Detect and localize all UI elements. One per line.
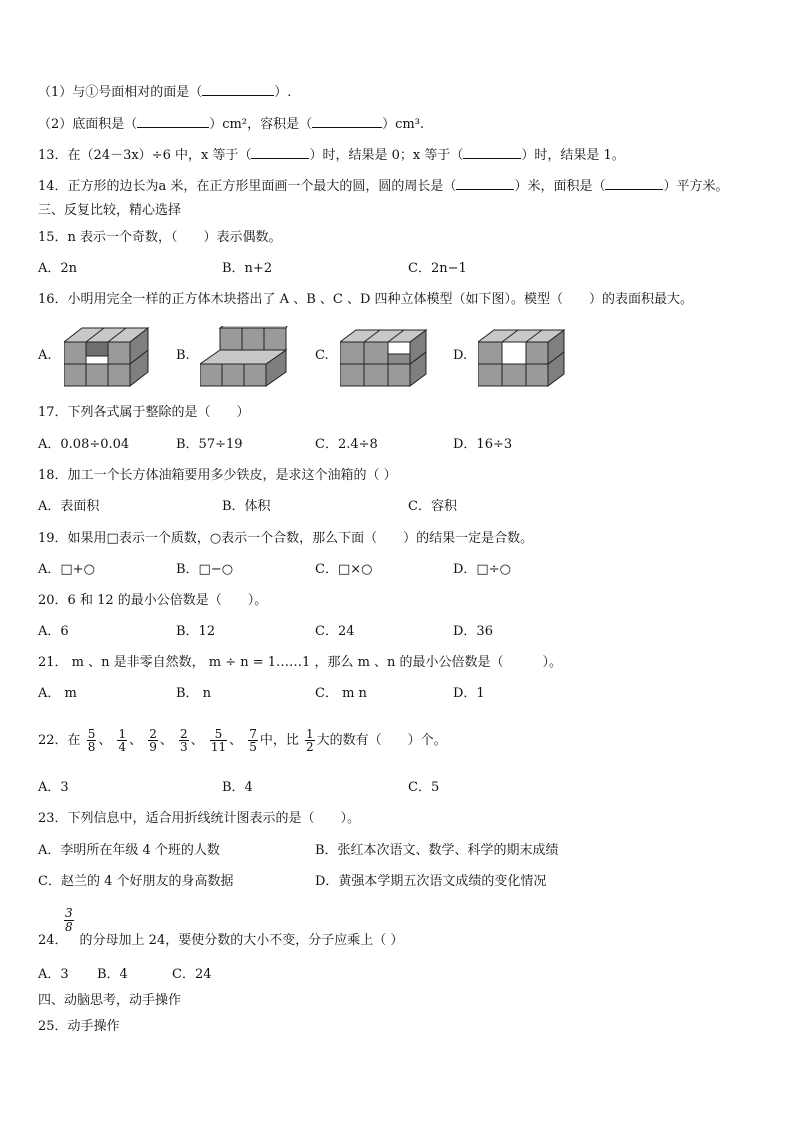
- q18-option-a[interactable]: A．表面积: [38, 499, 100, 514]
- question-13: [38, 145, 625, 165]
- q12-part1-text: （1）与①号面相对的面是（: [38, 85, 203, 100]
- q19-option-d[interactable]: D．□÷○: [453, 562, 511, 577]
- q22-option-a[interactable]: A．3: [38, 780, 69, 795]
- q23-option-a[interactable]: A．李明所在年级 4 个班的人数: [38, 843, 220, 858]
- q22-fraction-4: [179, 728, 189, 753]
- answer-blank[interactable]: [605, 176, 663, 190]
- denominator: 3: [180, 740, 188, 754]
- question-18: 18．加工一个长方体油箱要用多少铁皮，是求这个油箱的（ ）: [38, 468, 397, 483]
- question-15: 15．n 表示一个奇数，（ ）表示偶数。: [38, 230, 282, 245]
- question-21: 21． m 、n 是非零自然数， m ÷ n = 1……1 ，那么 m 、n 的最小公倍数是（ ）。: [38, 655, 563, 670]
- q13-text-a: 13．在（24－3x）÷6 中，x 等于（: [38, 148, 252, 163]
- q16-option-a[interactable]: A.: [38, 348, 52, 363]
- q23-option-d[interactable]: D．黄强本学期五次语文成绩的变化情况: [315, 874, 547, 889]
- denominator: 11: [210, 740, 227, 754]
- numerator: 5: [210, 728, 227, 741]
- numerator: 3: [65, 906, 73, 920]
- q18-option-b[interactable]: B．体积: [222, 499, 271, 514]
- question-17: 17．下列各式属于整除的是（ ）: [38, 405, 250, 420]
- answer-blank[interactable]: [463, 145, 521, 159]
- question-16: 16．小明用完全一样的正方体木块搭出了 A 、B 、C 、D 四种立体模型（如下图）。模型（ ）的表面积最大。: [38, 292, 694, 307]
- answer-blank[interactable]: [251, 145, 309, 159]
- numerator: 2: [149, 727, 157, 741]
- q22-option-b[interactable]: B．4: [222, 780, 253, 795]
- q12-part2-text-a: （2）底面积是（: [38, 117, 138, 132]
- q21-option-c[interactable]: C． m n: [315, 686, 367, 701]
- q12-part2: [38, 114, 424, 134]
- q24-option-c[interactable]: C．24: [172, 967, 212, 982]
- denominator: 9: [149, 740, 157, 754]
- question-24: [38, 932, 403, 950]
- q16-option-d[interactable]: D.: [453, 348, 468, 363]
- q24-option-a[interactable]: A．3: [38, 967, 69, 982]
- q16-model-c-figure: [340, 324, 430, 388]
- q22-fraction-5: [210, 728, 227, 753]
- q24-option-b[interactable]: B．4: [97, 967, 128, 982]
- q18-option-c[interactable]: C．容积: [408, 499, 457, 514]
- denominator: 4: [118, 740, 127, 754]
- q21-option-a[interactable]: A． m: [38, 686, 77, 701]
- question-23: 23．下列信息中，适合用折线统计图表示的是（ ）。: [38, 811, 361, 826]
- q13-text-c: ）时，结果是 1。: [521, 148, 625, 163]
- answer-blank[interactable]: [456, 176, 514, 190]
- q16-model-a-figure: [64, 326, 152, 388]
- q20-option-d[interactable]: D．36: [453, 624, 493, 639]
- numerator: 2: [180, 727, 188, 741]
- q16-model-b-figure: [200, 326, 290, 388]
- q24-text: 的分母加上 24，要使分数的大小不变，分子应乘上（ ）: [79, 933, 404, 948]
- numerator: 7: [249, 727, 257, 741]
- question-19: 19．如果用□表示一个质数，○表示一个合数，那么下面（ ）的结果一定是合数。: [38, 531, 534, 546]
- q15-option-c[interactable]: C．2n−1: [408, 261, 467, 276]
- denominator: 5: [249, 740, 257, 754]
- q17-option-c[interactable]: C．2.4÷8: [315, 437, 378, 452]
- question-22: 22．在 $\frac{5}{8}$ 、 $\frac{1}{4}$ 、 $\frac{2}{9}$ 、 $\frac{2}{3}$ 、 $\frac{5}{11}$ 、 $\frac{7}{5}$ 中，比 $\frac{1}{2}$ 大的数有（ ）个。: [38, 727, 447, 754]
- q19-option-a[interactable]: A．□+○: [38, 562, 95, 577]
- q17-option-d[interactable]: D．16÷3: [453, 437, 513, 452]
- answer-blank[interactable]: [312, 114, 382, 128]
- numerator: 1: [118, 727, 127, 741]
- section-heading-3: 三、反复比较，精心选择: [38, 203, 182, 218]
- q14-text-a: 14．正方形的边长为a 米，在正方形里面画一个最大的圆，圆的周长是（: [38, 179, 457, 194]
- q23-option-b[interactable]: B．张红本次语文、数学、科学的期末成绩: [315, 843, 559, 858]
- q22-text-pre: 22．在: [38, 733, 81, 748]
- q16-model-d-figure: [478, 324, 568, 388]
- q12-part2-text-b: ）cm²，容积是（: [209, 117, 313, 132]
- q22-fraction-half: [305, 728, 315, 753]
- q14-text-b: ）米，面积是（: [514, 179, 606, 194]
- q13-text-b: ）时，结果是 0；x 等于（: [309, 148, 464, 163]
- answer-blank[interactable]: [202, 82, 274, 96]
- q16-option-c[interactable]: C.: [315, 348, 329, 363]
- q19-option-c[interactable]: C．□×○: [315, 562, 373, 577]
- q22-text-mid: 中，比: [259, 733, 299, 748]
- q21-option-b[interactable]: B． n: [176, 686, 212, 701]
- q22-fraction-3: [148, 728, 158, 753]
- q24-number: 24．: [38, 933, 68, 948]
- q15-option-a[interactable]: A．2n: [38, 261, 78, 276]
- section-heading-4: 四、动脑思考，动手操作: [38, 993, 182, 1008]
- q12-part1-end: ）.: [274, 85, 292, 100]
- denominator: 8: [87, 740, 96, 754]
- q22-fraction-6: [248, 728, 258, 753]
- q22-fraction-1: [87, 728, 97, 753]
- q22-text-post: 大的数有（ ）个。: [316, 733, 447, 748]
- q12-part1: [38, 82, 291, 102]
- denominator: 2: [306, 740, 314, 754]
- question-25: 25．动手操作: [38, 1019, 120, 1034]
- question-20: 20．6 和 12 的最小公倍数是（ ）。: [38, 593, 268, 608]
- question-14: [38, 176, 728, 196]
- numerator: 5: [87, 727, 96, 741]
- q22-option-c[interactable]: C．5: [408, 780, 440, 795]
- q19-option-b[interactable]: B．□−○: [176, 562, 234, 577]
- q20-option-a[interactable]: A．6: [38, 624, 69, 639]
- denominator: 8: [65, 920, 73, 934]
- q14-text-c: ）平方米。: [663, 179, 729, 194]
- numerator: 1: [306, 727, 314, 741]
- q15-option-b[interactable]: B．n+2: [222, 261, 273, 276]
- q21-option-d[interactable]: D．1: [453, 686, 485, 701]
- q16-option-b[interactable]: B.: [176, 348, 190, 363]
- q17-option-b[interactable]: B．57÷19: [176, 437, 243, 452]
- q22-fraction-2: [117, 728, 127, 753]
- q12-part2-text-c: ）cm³.: [382, 117, 425, 132]
- q20-option-b[interactable]: B．12: [176, 624, 216, 639]
- q23-option-c[interactable]: C．赵兰的 4 个好朋友的身高数据: [38, 874, 234, 889]
- q17-option-a[interactable]: A．0.08÷0.04: [38, 437, 130, 452]
- q24-fraction: [64, 907, 74, 934]
- answer-blank[interactable]: [137, 114, 209, 128]
- q20-option-c[interactable]: C．24: [315, 624, 355, 639]
